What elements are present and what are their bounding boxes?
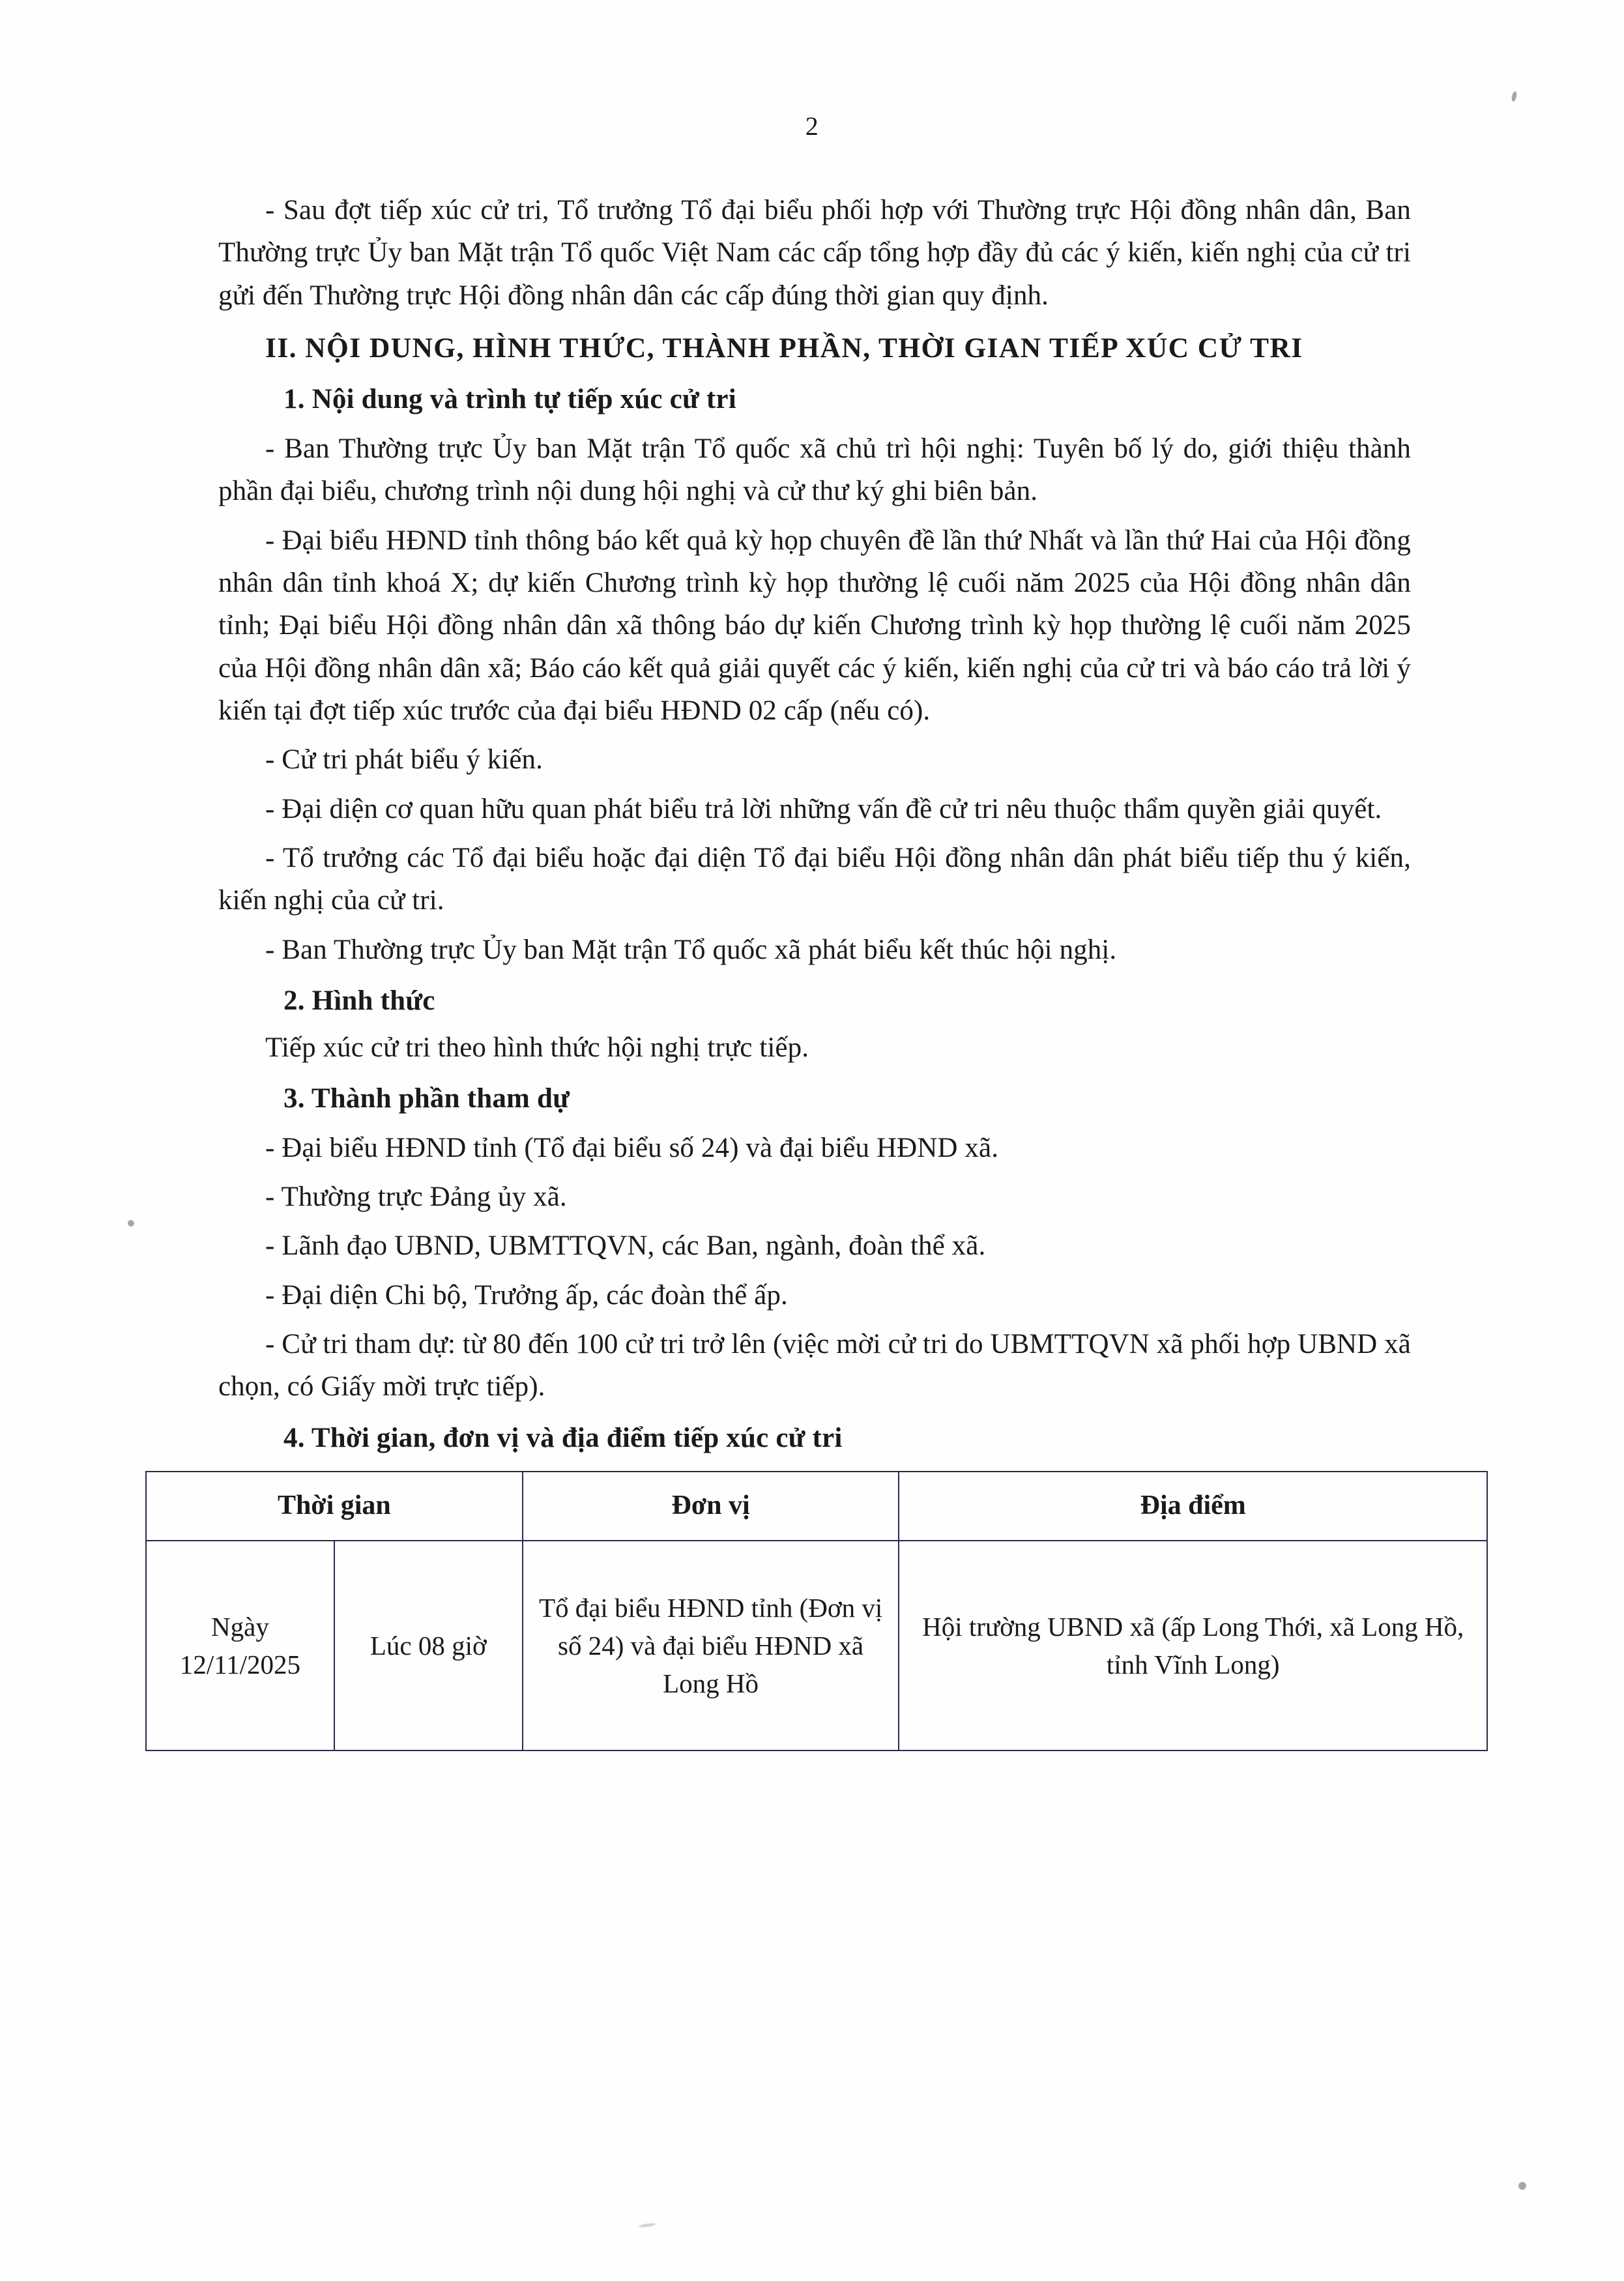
heading-item-4: 4. Thời gian, đơn vị và địa điểm tiếp xúc cử tri (283, 1422, 843, 1453)
paragraph-agency-response: - Đại diện cơ quan hữu quan phát biểu trả lời những vấn đề cử tri nêu thuộc thẩm quyền giải quyết. (265, 793, 1382, 824)
paragraph-participants-leaders: - Lãnh đạo UBND, UBMTTQVN, các Ban, ngành, đoàn thể xã. (265, 1230, 986, 1262)
paragraph-closing-remarks: - Ban Thường trực Ủy ban Mặt trận Tổ quốc xã phát biểu kết thúc hội nghị. (265, 934, 1117, 965)
cell-hour: Lúc 08 giờ (334, 1541, 523, 1751)
paragraph-participants-party: - Thường trực Đảng ủy xã. (265, 1181, 567, 1212)
paragraph-report-results: - Đại biểu HĐND tỉnh thông báo kết quả kỳ họp chuyên đề lần thứ Nhất và lần thứ Hai của Hội đồng nhân dân tỉnh khoá X; dự kiến Chương trình kỳ họp thường lệ cuối năm 2025 của Hội đồng nhân dân tỉnh; Đại biểu Hội đồng nhân dân xã thông báo dự kiến Chương trình kỳ họp thường lệ cuối năm 2025 của Hội đồng nhân dân xã; Báo cáo kết quả giải quyết các ý kiến, kiến nghị của cử tri và báo cáo trả lời ý kiến tại đợt tiếp xúc trước của đại biểu HĐND 02 cấp (nếu có). (218, 525, 1411, 726)
scan-artifact (128, 1220, 134, 1227)
scan-artifact (1511, 91, 1517, 102)
paragraph-chair-opening: - Ban Thường trực Ủy ban Mặt trận Tổ quốc xã chủ trì hội nghị: Tuyên bố lý do, giới thiệu thành phần đại biểu, chương trình nội dung hội nghị và cử thư ký ghi biên bản. (218, 433, 1411, 507)
paragraph-delegation-head: - Tổ trưởng các Tổ đại biểu hoặc đại diện Tổ đại biểu Hội đồng nhân dân phát biểu tiếp thu ý kiến, kiến nghị của cử tri. (218, 843, 1411, 916)
table-row (146, 1541, 1487, 1751)
paragraph-participants-voters: - Cử tri tham dự: từ 80 đến 100 cử tri trở lên (việc mời cử tri do UBMTTQVN xã phối hợp UBND xã chọn, có Giấy mời trực tiếp). (218, 1328, 1411, 1402)
paragraph-format: Tiếp xúc cử tri theo hình thức hội nghị trực tiếp. (265, 1032, 809, 1063)
table-header-time: Thời gian (146, 1472, 523, 1541)
paragraph-intro-summary: - Sau đợt tiếp xúc cử tri, Tổ trưởng Tổ đại biểu phối hợp với Thường trực Hội đồng nhân dân, Ban Thường trực Ủy ban Mặt trận Tổ quốc Việt Nam các cấp tổng hợp đầy đủ các ý kiến, kiến nghị của cử tri gửi đến Thường trực Hội đồng nhân dân các cấp đúng thời gian quy định. (218, 195, 1411, 311)
schedule-table-wrapper (145, 1471, 1488, 1751)
paragraph-participants-hamlet: - Đại diện Chi bộ, Trưởng ấp, các đoàn thể ấp. (265, 1279, 788, 1311)
page-number: 2 (805, 111, 819, 141)
paragraph-participants-delegates: - Đại biểu HĐND tỉnh (Tổ đại biểu số 24) và đại biểu HĐND xã. (265, 1132, 999, 1163)
heading-item-2: 2. Hình thức (283, 985, 435, 1017)
scan-artifact (1518, 2182, 1526, 2190)
document-body (179, 189, 1464, 1751)
table-header-row (146, 1472, 1487, 1541)
cell-unit: Tổ đại biểu HĐND tỉnh (Đơn vị số 24) và đại biểu HĐND xã Long Hồ (523, 1541, 899, 1751)
cell-date: Ngày 12/11/2025 (146, 1541, 334, 1751)
table-header-place: Địa điểm (899, 1472, 1487, 1541)
schedule-table (145, 1471, 1488, 1751)
cell-place: Hội trường UBND xã (ấp Long Thới, xã Long Hồ, tỉnh Vĩnh Long) (899, 1541, 1487, 1751)
paragraph-voters-speak: - Cử tri phát biểu ý kiến. (265, 744, 543, 776)
table-header-unit: Đơn vị (523, 1472, 899, 1541)
heading-section-ii: II. NỘI DUNG, HÌNH THỨC, THÀNH PHẦN, THỜI GIAN TIẾP XÚC CỬ TRI (265, 332, 1303, 364)
heading-item-1: 1. Nội dung và trình tự tiếp xúc cử tri (283, 384, 736, 415)
scan-artifact (639, 2222, 656, 2228)
heading-item-3: 3. Thành phần tham dự (283, 1083, 570, 1114)
